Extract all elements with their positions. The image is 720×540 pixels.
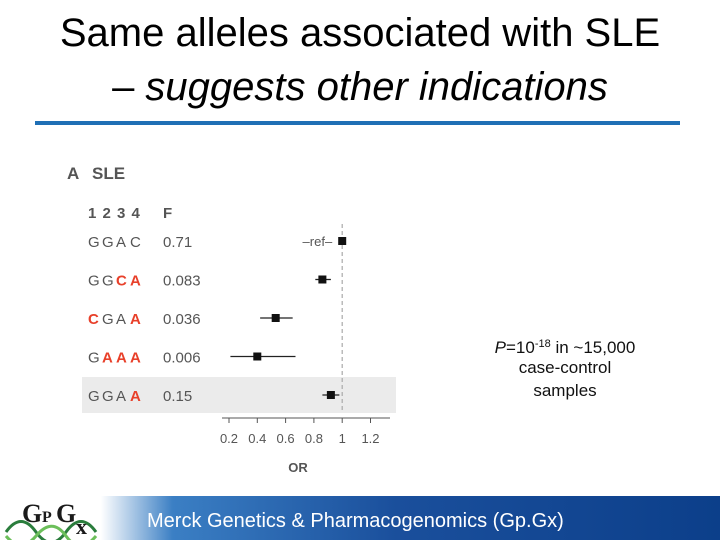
allele-letter: G <box>88 272 100 290</box>
odds-ratio-point <box>253 353 261 361</box>
x-axis-label: OR <box>288 460 308 475</box>
odds-ratio-point <box>338 237 346 245</box>
allele-letter: G <box>102 311 114 328</box>
logo-g-text: G <box>56 499 77 528</box>
note-line2: case-control <box>518 358 612 377</box>
allele-letter: G <box>88 234 100 251</box>
allele-letter: A <box>116 349 127 367</box>
allele-letter: G <box>88 349 100 367</box>
note-line3: samples <box>533 381 597 400</box>
p-exponent: -18 <box>534 338 551 350</box>
footer-text: Merck Genetics & Pharmacogenomics (Gp.Gx) <box>147 510 564 532</box>
x-tick-label: 1 <box>338 431 346 446</box>
allele-frequency: 0.15 <box>163 388 193 405</box>
x-tick-label: 1.2 <box>361 431 380 446</box>
odds-ratio-point <box>272 314 280 322</box>
allele-letter: A <box>116 234 127 251</box>
reference-annotation: –ref– <box>302 234 333 249</box>
chart-title: SLE <box>92 164 126 183</box>
allele-letter: A <box>130 311 141 328</box>
allele-letter: G <box>102 272 114 290</box>
p-symbol: P <box>494 338 506 357</box>
allele-frequency: 0.71 <box>163 234 193 251</box>
slide-title-line1: Same alleles associated with SLE <box>59 11 661 55</box>
x-tick-label: 0.2 <box>219 431 239 446</box>
title-dash: – <box>112 65 146 109</box>
allele-frequency: 0.006 <box>163 349 201 367</box>
odds-ratio-point <box>327 391 335 399</box>
p-value-note <box>470 333 660 359</box>
logo-gp-text: G <box>22 499 43 528</box>
allele-letter: G <box>88 388 100 405</box>
allele-frequency: 0.083 <box>163 272 201 290</box>
allele-letter: A <box>116 388 127 405</box>
freq-header: F <box>163 205 173 222</box>
panel-label: A <box>67 164 80 183</box>
x-tick-label: 0.8 <box>304 431 323 446</box>
allele-letter: A <box>116 311 127 328</box>
x-tick-label: 0.4 <box>248 431 267 446</box>
allele-letter: A <box>102 349 113 367</box>
p-sample-size: in ~15,000 <box>550 338 636 357</box>
logo-x-text: x <box>76 514 87 539</box>
logo-p-text: P <box>42 509 52 526</box>
allele-letter: G <box>102 234 114 251</box>
allele-letter: A <box>130 349 141 367</box>
title-italic-text: suggests other indications <box>145 65 608 109</box>
gpgx-logo <box>0 488 140 540</box>
allele-letter: G <box>102 388 114 405</box>
allele-letter: C <box>130 234 141 251</box>
p-equals: =10 <box>505 338 535 357</box>
allele-letter: A <box>130 272 141 290</box>
position-header: 1 2 3 4 <box>88 205 141 222</box>
allele-letter: C <box>116 272 127 290</box>
allele-letter: C <box>88 311 99 328</box>
allele-letter: A <box>130 388 141 405</box>
allele-frequency: 0.036 <box>163 311 201 328</box>
x-tick-label: 0.6 <box>276 431 295 446</box>
odds-ratio-point <box>318 276 326 284</box>
